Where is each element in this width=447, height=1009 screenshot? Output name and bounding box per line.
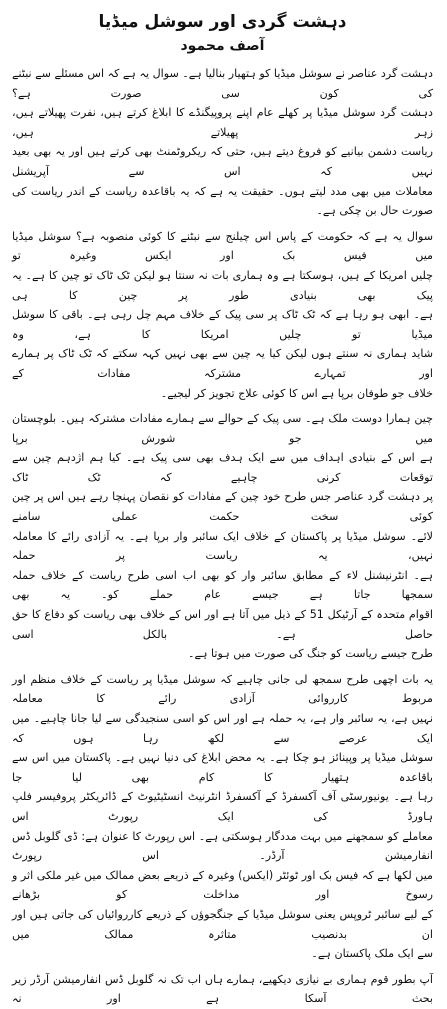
paragraph: [12, 409, 433, 664]
page-title: دہشت گردی اور سوشل میڈیا: [98, 12, 347, 32]
author-name: آصف محمود: [180, 38, 265, 54]
text-line: آپ بطور قوم ہماری بے نیازی دیکھیے، ہمارے ہاں اب تک نہ گلوبل ڈس انفارمیشن آرڈر زیر بحث آسکا ہے اور نہ: [12, 972, 433, 1006]
text-line: اقوام متحدہ کے آرٹیکل 51 کے ذیل میں آتا ہے اور اس کے خلاف بھی ریاست کو دفاع کا حق حاصل ہے۔ بالکل اسی: [12, 608, 433, 641]
text-line: چلیں امریکا کے ہیں، ہوسکتا ہے وہ ہماری بات نہ سنتا ہو لیکن ٹک ٹاک تو چین کا ہے۔ یہ پیک بھی بنیادی طور پر چین کا ہی: [12, 268, 433, 302]
text-line: دہشت گرد سوشل میڈیا پر کھلے عام اپنے پروپیگنڈے کا ابلاغ کرتے ہیں، نفرت پھیلاتے ہیں، زہر پھیلاتے ہیں،: [12, 106, 433, 139]
text-line: طرح جیسے ریاست کو جنگ کی صورت میں ہوتا ہے۔: [187, 647, 433, 661]
text-line: چین ہمارا دوست ملک ہے۔ سی پیک کے حوالے سے ہمارے مفادات مشترکہ ہیں۔ بلوچستان میں جو شورش برپا: [12, 412, 433, 445]
paragraph: [12, 227, 433, 403]
text-line: سے ایک ملک پاکستان ہے۔: [311, 947, 433, 961]
paragraph: [12, 970, 433, 1009]
text-line: ہے۔ انٹرنیشنل لاء کے مطابق سائبر وار کو بھی اب اسی طرح ریاست کے خلاف حملہ سمجھا جاتا ہے جیسے عام حملے کو۔ یہ بھی: [12, 568, 433, 602]
text-line: لائے۔ سوشل میڈیا پر پاکستان کے خلاف ایک سائبر وار برپا ہے۔ یہ آزادی رائے کا معاملہ نہیں، یہ ریاست پر حملہ: [12, 529, 433, 563]
text-line: معاملے کو سمجھنے میں بہت مددگار ہوسکتی ہے۔ اس رپورٹ کا عنوان ہے: ڈی گلوبل ڈس انفارمیشن آرڈر۔ اس رپورٹ: [12, 829, 433, 863]
text-line: سوال یہ ہے کہ حکومت کے پاس اس چیلنج سے نبٹنے کا کوئی منصوبہ ہے؟ سوشل میڈیا میں فیس بک اور ایکس وغیرہ تو: [12, 229, 433, 263]
text-line: ہے۔ ابھی ہو رہا ہے کہ ٹک ٹاک پر سی پیک کے خلاف مہم چل رہی ہے۔ باقی کا سوشل میڈیا تو چلیں امریکا کا ہے، وہ: [12, 308, 433, 341]
text-line: ہے اس کے بنیادی اہداف میں سے ایک ہدف بھی سی پیک ہے۔ کیا ہم اژدہم چین سے توقعات کرنی چاہیے کہ ٹک ٹاک: [12, 451, 433, 484]
text-line: دہشت گرد عناصر نے سوشل میڈیا کو ہتھیار بنالیا ہے۔ سوال یہ ہے کہ اس مسئلے سے نبٹنے کی کون سی صورت ہے؟: [12, 67, 433, 100]
text-line: خلاف جو طوفان برپا ہے اس کا کوئی علاج تجویز کر لیجیے۔: [160, 386, 433, 400]
text-line: کے لیے سائبر ٹروپس یعنی سوشل میڈیا کے جنگجوؤں کے ذریعے کارروائیاں کی جاتی ہیں اور ان بدنصیب متاثرہ ممالک میں: [12, 907, 433, 941]
text-line: ریاست دشمن بیانیے کو فروغ دیتے ہیں، حتی کہ ریکروٹمنٹ بھی کرتے ہیں اور یہ بھی بعید نہیں کہ اس سے آپریشنل: [12, 145, 433, 178]
paragraph: [12, 670, 433, 964]
text-line: یہ بات اچھی طرح سمجھ لی جانی چاہیے کہ سوشل میڈیا پر ریاست کے خلاف منظم اور مربوط کارروائی آزادی رائے کا معاملہ: [12, 672, 433, 706]
text-line: پر دہشت گرد عناصر جس طرح خود چین کے مفادات کو نقصان پہنچا رہے ہیں اس پر چین کوئی سخت حکمت عملی سامنے: [12, 490, 433, 524]
text-line: رہا ہے۔ یونیورسٹی آف آکسفرڈ کے آکسفرڈ انٹرنیٹ انسٹیٹیوٹ کے ڈائریکٹر پروفیسر فلپ ہاورڈ کی ایک رپورٹ اس: [12, 790, 433, 823]
text-line: نہیں ہے، یہ سائبر وار ہے، یہ حملہ ہے اور اس کو اسی سنجیدگی سے لیا جانا چاہیے۔ میں ایک عرصے سے لکھ رہا ہوں کہ: [12, 712, 433, 745]
text-line: معاملات میں بھی مدد لیتے ہوں۔ حقیقت یہ ہے کہ یہ باقاعدہ ریاست کے اندر ریاست کی صورت حال بن چکی ہے۔: [12, 184, 433, 218]
text-line: شاید ہماری نہ سنتے ہوں لیکن کیا یہ چین سے بھی نہیں کہہ سکتے کہ ٹک ٹاک پر ہمارے اور تمہارے مشترکہ مفادات کے: [12, 347, 433, 380]
paragraph: [12, 64, 433, 221]
text-line: سوشل میڈیا پر وپینائز ہو چکا ہے۔ یہ محض ابلاغ کی دنیا نہیں ہے۔ پاکستان میں اس سے باقاعدہ ہتھیار کا کام بھی لیا جا: [12, 751, 433, 784]
text-line: میں لکھا ہے کہ فیس بک اور ٹوئٹر (ایکس) وغیرہ کے ذریعے بعض ممالک میں غیر ملکی اثر و رسوخ اور مداخلت کو بڑھانے: [12, 868, 433, 902]
